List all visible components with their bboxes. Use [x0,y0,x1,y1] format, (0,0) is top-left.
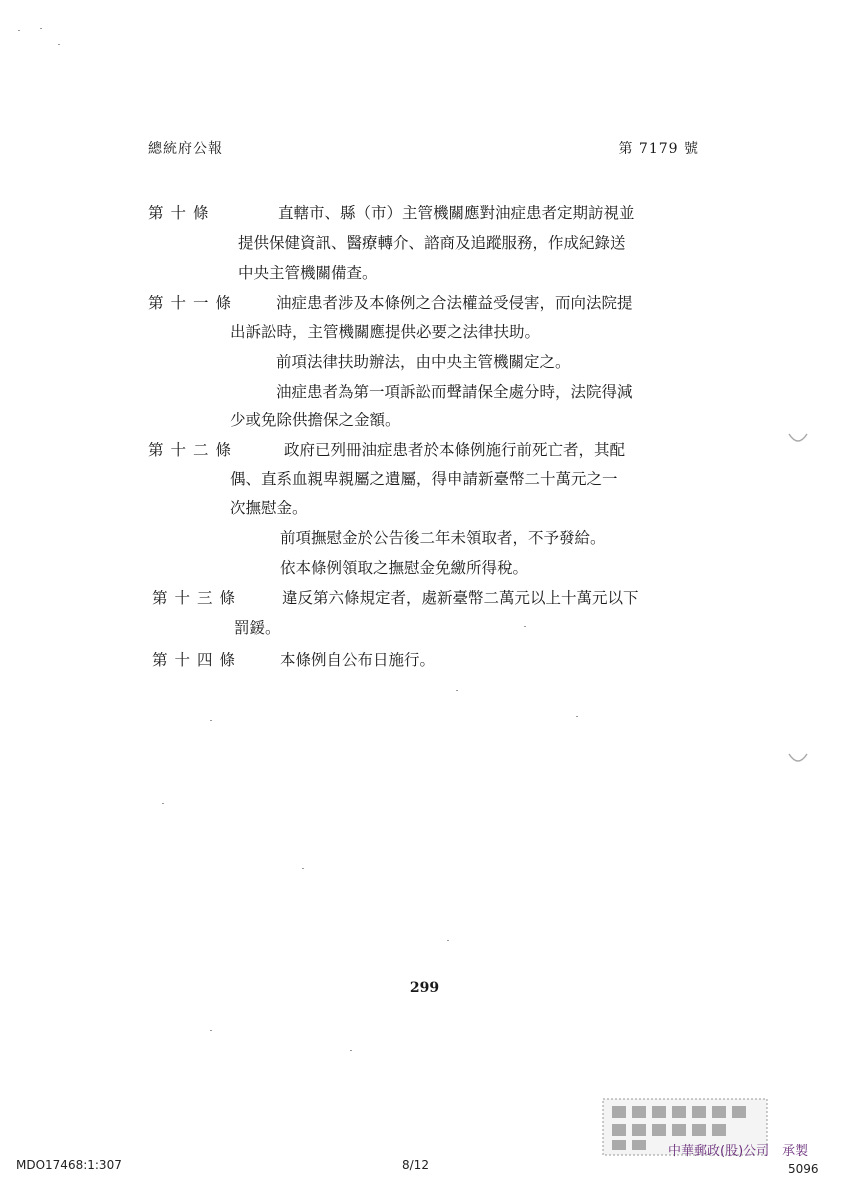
scan-speck [210,720,212,721]
article-line: 油症患者涉及本條例之合法權益受侵害，而向法院提 [276,294,633,312]
article-line: 出訴訟時，主管機關應提供必要之法律扶助。 [230,323,541,341]
scan-speck [210,1030,212,1031]
issue-number: 第 7179 號 [618,141,699,157]
article-line: 政府已列冊油症患者於本條例施行前死亡者，其配 [284,441,626,459]
document-code: 5096 [788,1162,819,1176]
page-number: 299 [409,980,440,996]
scan-speck [162,803,164,804]
article-line: 依本條例領取之撫慰金免繳所得稅。 [280,559,529,577]
article-number: 第十四條 [152,651,243,669]
article-number: 第十二條 [148,441,239,459]
article-line: 偶、直系血親卑親屬之遺屬，得申請新臺幣二十萬元之一 [230,470,618,488]
binder-hole-icon [787,744,809,766]
scan-speck [576,716,578,717]
article-line: 前項撫慰金於公告後二年未領取者，不予發給。 [280,529,606,547]
sheet-counter: 8/12 [402,1158,429,1172]
article-line: 中央主管機關備查。 [238,264,378,282]
scan-speck [350,1050,352,1051]
scan-speck [447,940,449,941]
article-line: 違反第六條規定者，處新臺幣二萬元以上十萬元以下 [282,589,639,607]
article-line: 次撫慰金。 [230,499,308,517]
article-number: 第十一條 [148,294,239,312]
article-line: 油症患者為第一項訴訟而聲請保全處分時，法院得減 [276,383,633,401]
scan-speck [302,868,304,869]
gazette-title: 總統府公報 [148,141,223,157]
scan-speck [18,30,20,31]
article-number: 第十三條 [152,589,243,607]
article-line: 前項法律扶助辦法，由中央主管機關定之。 [276,353,571,371]
article-line: 本條例自公布日施行。 [280,651,436,669]
article-line: 少或免除供擔保之金額。 [230,411,401,429]
scan-speck [524,626,526,627]
article-line: 罰鍰。 [234,619,281,637]
scan-speck [456,690,458,691]
article-line: 提供保健資訊、醫療轉介、諮商及追蹤服務，作成紀錄送 [238,234,626,252]
article-line: 直轄市、縣（市）主管機關應對油症患者定期訪視並 [278,204,635,222]
binder-hole-icon [787,424,809,446]
publisher-credit: 中華郵政(股)公司 承製 [668,1144,809,1159]
document-id: MDO17468:1:307 [16,1158,122,1172]
article-number: 第十條 [148,204,216,222]
scan-speck [58,44,60,45]
scan-speck [40,28,42,29]
